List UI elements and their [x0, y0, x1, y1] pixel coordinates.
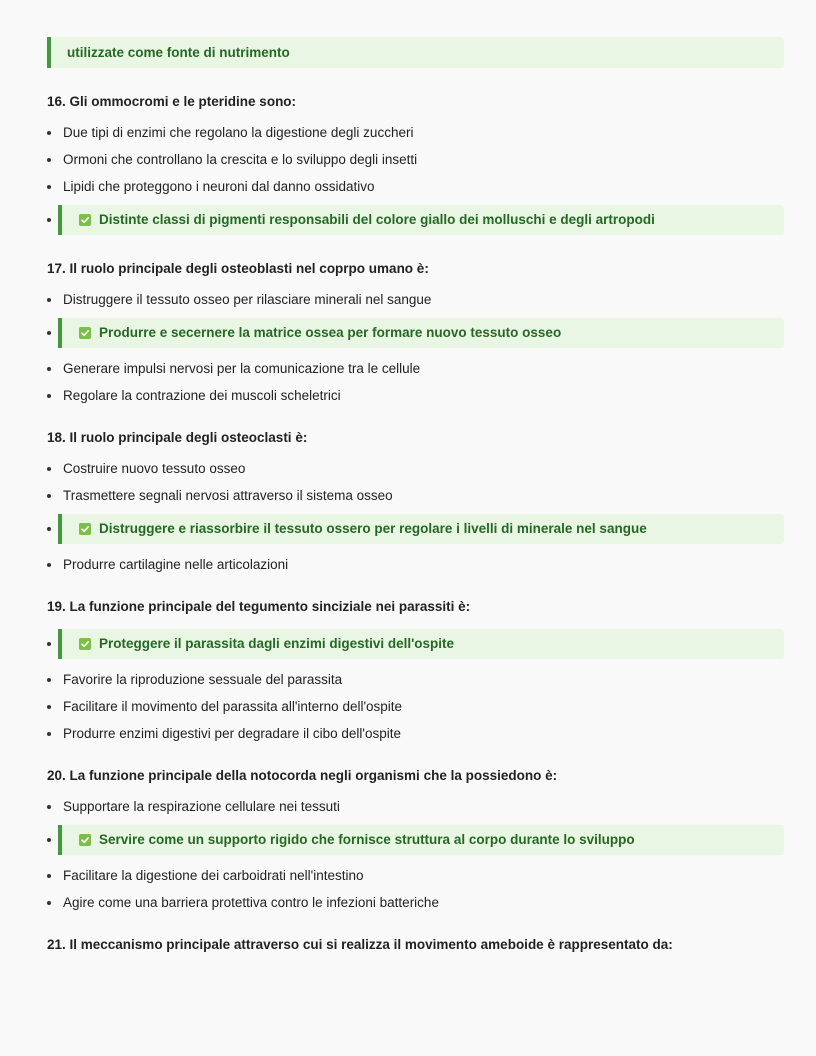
option-text: Produrre enzimi digestivi per degradare il cibo dell'ospite: [63, 726, 402, 741]
option-text: Facilitare la digestione dei carboidrati nell'intestino: [63, 868, 364, 883]
option-text: Generare impulsi nervosi per la comunicazione tra le cellule: [63, 361, 421, 376]
option-item: [47, 556, 784, 573]
option-list: [47, 124, 784, 235]
check-box-icon: [79, 523, 91, 535]
option-text: Ormoni che controllano la crescita e lo sviluppo degli insetti: [63, 152, 418, 167]
option-text: Distinte classi di pigmenti responsabili del colore giallo dei molluschi e degli artropodi: [99, 212, 655, 227]
correct-answer-highlight: [58, 318, 784, 348]
option-text: Favorire la riproduzione sessuale del parassita: [63, 672, 343, 687]
check-box-icon: [79, 214, 91, 226]
option-text: Due tipi di enzimi che regolano la digestione degli zuccheri: [63, 125, 414, 140]
previous-correct-answer: [47, 37, 784, 68]
option-list: [47, 629, 784, 742]
correct-option: [47, 825, 784, 855]
question-list: [47, 93, 784, 953]
option-text: Lipidi che proteggono i neuroni dal danno ossidativo: [63, 179, 375, 194]
option-list: [47, 798, 784, 911]
option-text: Facilitare il movimento del parassita all'interno dell'ospite: [63, 699, 403, 714]
correct-option: [47, 318, 784, 348]
option-text: Proteggere il parassita dagli enzimi digestivi dell'ospite: [99, 636, 455, 651]
option-item: [47, 291, 784, 308]
correct-option: [47, 629, 784, 659]
option-item: [47, 698, 784, 715]
option-text: Regolare la contrazione dei muscoli scheletrici: [63, 388, 341, 403]
check-box-icon: [79, 638, 91, 650]
option-item: [47, 360, 784, 377]
option-text: Supportare la respirazione cellulare nei tessuti: [63, 799, 340, 814]
correct-option: [47, 514, 784, 544]
option-item: [47, 867, 784, 884]
correct-answer-highlight: [58, 629, 784, 659]
check-box-icon: [79, 834, 91, 846]
question-title: 20. La funzione principale della notocorda negli organismi che la possiedono è:: [47, 768, 558, 783]
option-item: [47, 460, 784, 477]
question-title: 18. Il ruolo principale degli osteoclasti è:: [47, 430, 308, 445]
option-text: Servire come un supporto rigido che fornisce struttura al corpo durante lo sviluppo: [99, 832, 635, 847]
correct-option: [47, 205, 784, 235]
correct-answer-highlight: [58, 825, 784, 855]
question-title: 16. Gli ommocromi e le pteridine sono:: [47, 94, 297, 109]
option-item: [47, 178, 784, 195]
option-item: [47, 487, 784, 504]
option-text: Produrre cartilagine nelle articolazioni: [63, 557, 289, 572]
option-text: Trasmettere segnali nervosi attraverso il sistema osseo: [63, 488, 393, 503]
previous-correct-answer-text: utilizzate come fonte di nutrimento: [67, 45, 290, 60]
option-text: Costruire nuovo tessuto osseo: [63, 461, 246, 476]
option-list: [47, 460, 784, 573]
option-list: [47, 291, 784, 404]
check-box-icon: [79, 327, 91, 339]
quiz-document: [47, 0, 784, 967]
option-item: [47, 894, 784, 911]
option-item: [47, 725, 784, 742]
question-title: 21. Il meccanismo principale attraverso cui si realizza il movimento ameboide è rappresentato da:: [47, 937, 673, 952]
option-text: Distruggere e riassorbire il tessuto ossero per regolare i livelli di minerale nel sangue: [99, 521, 647, 536]
option-text: Distruggere il tessuto osseo per rilasciare minerali nel sangue: [63, 292, 432, 307]
option-item: [47, 671, 784, 688]
correct-answer-highlight: [58, 514, 784, 544]
option-item: [47, 798, 784, 815]
option-text: Agire come una barriera protettiva contro le infezioni batteriche: [63, 895, 439, 910]
question-title: 17. Il ruolo principale degli osteoblasti nel coprpo umano è:: [47, 261, 429, 276]
option-item: [47, 124, 784, 141]
question-title: 19. La funzione principale del tegumento sinciziale nei parassiti è:: [47, 599, 471, 614]
option-text: Produrre e secernere la matrice ossea per formare nuovo tessuto osseo: [99, 325, 562, 340]
option-item: [47, 387, 784, 404]
correct-answer-highlight: [58, 205, 784, 235]
option-item: [47, 151, 784, 168]
